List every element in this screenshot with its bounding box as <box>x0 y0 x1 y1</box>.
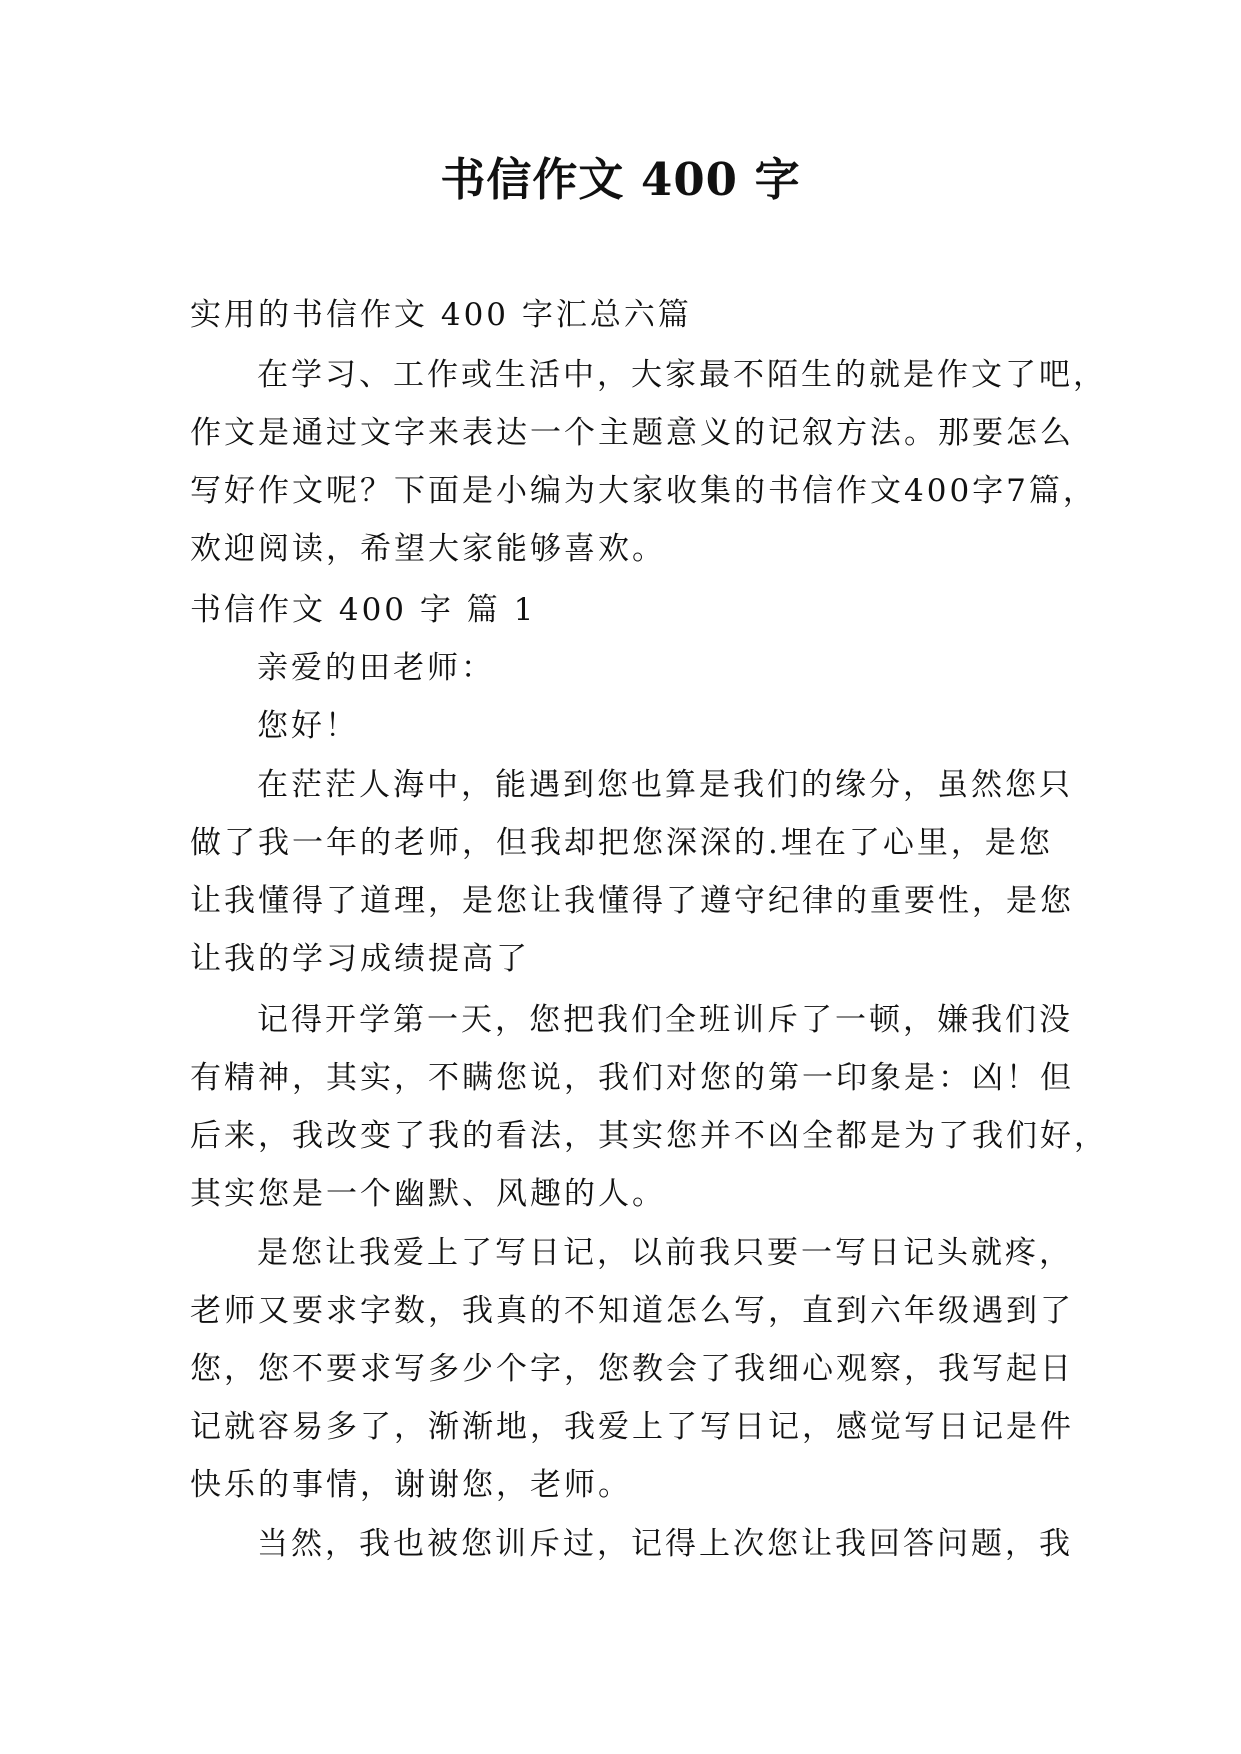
section-heading: 书信作文 400 字 篇 1 <box>190 592 537 628</box>
paragraph-line: 是您让我爱上了写日记，以前我只要一写日记头就疼， <box>257 1235 1073 1271</box>
paragraph-line: 欢迎阅读，希望大家能够喜欢。 <box>190 531 666 567</box>
paragraph-line: 当然，我也被您训斥过，记得上次您让我回答问题，我 <box>257 1526 1073 1562</box>
paragraph-line: 记就容易多了，渐渐地，我爱上了写日记，感觉写日记是件 <box>190 1409 1074 1445</box>
paragraph-line: 后来，我改变了我的看法，其实您并不凶全都是为了我们好， <box>190 1118 1108 1154</box>
paragraph-line: 在茫茫人海中，能遇到您也算是我们的缘分，虽然您只 <box>257 767 1073 803</box>
paragraph-line: 其实您是一个幽默、风趣的人。 <box>190 1176 666 1212</box>
paragraph-line: 有精神，其实，不瞒您说，我们对您的第一印象是：凶！但 <box>190 1060 1074 1096</box>
paragraph-line: 作文是通过文字来表达一个主题意义的记叙方法。那要怎么 <box>190 415 1074 451</box>
paragraph-line: 在学习、工作或生活中，大家最不陌生的就是作文了吧， <box>257 357 1107 393</box>
salutation-line: 亲爱的田老师： <box>257 650 495 686</box>
paragraph-line: 老师又要求字数，我真的不知道怎么写，直到六年级遇到了 <box>190 1293 1074 1329</box>
paragraph-line: 快乐的事情，谢谢您，老师。 <box>190 1467 632 1503</box>
paragraph-line: 写好作文呢？下面是小编为大家收集的书信作文400字7篇， <box>190 473 1097 509</box>
paragraph-line: 让我懂得了道理，是您让我懂得了遵守纪律的重要性，是您 <box>190 883 1074 919</box>
paragraph-line: 您，您不要求写多少个字，您教会了我细心观察，我写起日 <box>190 1351 1074 1387</box>
paragraph-line: 记得开学第一天，您把我们全班训斥了一顿，嫌我们没 <box>257 1002 1073 1038</box>
subtitle-line: 实用的书信作文 400 字汇总六篇 <box>190 297 692 333</box>
greeting-line: 您好！ <box>257 708 359 744</box>
paragraph-line: 做了我一年的老师，但我却把您深深的.埋在了心里，是您 <box>190 825 1053 861</box>
paragraph-line: 让我的学习成绩提高了 <box>190 941 530 977</box>
document-title: 书信作文 400 字 <box>440 153 801 206</box>
